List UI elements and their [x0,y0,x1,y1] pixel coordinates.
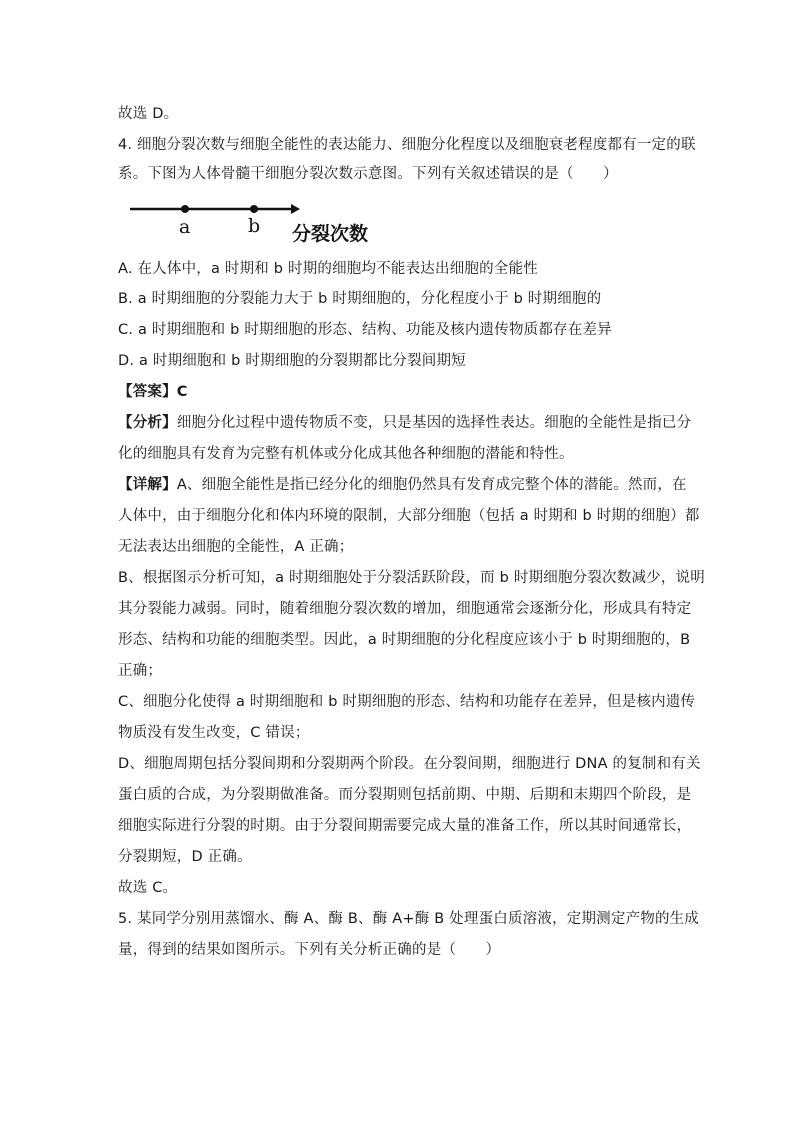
point-b-label: b [248,215,261,237]
axis-title: 分裂次数 [292,223,369,245]
answer-line: 【答案】C [118,384,188,400]
detail-line-1 [118,475,687,495]
detail-text-1: A、细胞全能性是指已经分化的细胞仍然具有发育成完整个体的潜能。然而，在 [176,477,687,493]
analysis-line-2: 化的细胞具有发育为完整有机体或分化成其他各种细胞的潜能和特性。 [118,446,574,462]
option-a: A. 在人体中，a 时期和 b 时期的细胞均不能表达出细胞的全能性 [118,261,538,277]
question-4-stem-line-1: 4. 细胞分裂次数与细胞全能性的表达能力、细胞分化程度以及细胞衰老程度都有一定的联 [118,137,696,153]
detail-line-10: D、细胞周期包括分裂间期和分裂期两个阶段。在分裂间期，细胞进行 DNA 的复制和有关 [118,756,701,772]
detail-line-6: 形态、结构和功能的细胞类型。因此，a 时期细胞的分化程度应该小于 b 时期细胞的，B [118,632,691,648]
detail-line-11: 蛋白质的合成，为分裂期做准备。而分裂期则包括前期、中期、后期和末期四个阶段，是 [118,787,692,803]
option-b: B. a 时期细胞的分裂能力大于 b 时期细胞的，分化程度小于 b 时期细胞的 [118,291,602,307]
detail-line-2: 人体中，由于细胞分化和体内环境的限制，大部分细胞（包括 a 时期和 b 时期的细胞）都 [118,508,700,524]
detail-line-4: B、根据图示分析可知，a 时期细胞处于分裂活跃阶段，而 b 时期细胞分裂次数减少，说明 [118,570,705,586]
point-a-label: a [179,216,191,238]
detail-line-12: 细胞实际进行分裂的时期。由于分裂间期需要完成大量的准备工作，所以其时间通常长， [118,818,692,834]
analysis-line-1 [118,413,691,433]
point-b-marker [250,205,258,213]
previous-answer-line: 故选 D。 [118,106,179,122]
detail-line-5: 其分裂能力减弱。同时，随着细胞分裂次数的增加，细胞通常会逐渐分化，形成具有特定 [118,601,692,617]
detail-line-13: 分裂期短，D 正确。 [118,849,252,865]
question-5-stem-line-1: 5. 某同学分别用蒸馏水、酶 A、酶 B、酶 A+酶 B 处理蛋白质溶液，定期测定产物的生成 [118,911,700,927]
option-c: C. a 时期细胞和 b 时期细胞的形态、结构、功能及核内遗传物质都存在差异 [118,322,612,338]
analysis-text-1: 细胞分化过程中遗传物质不变，只是基因的选择性表达。细胞的全能性是指已分 [176,415,692,431]
point-a-marker [181,205,189,213]
cell-division-figure [128,196,398,252]
detail-line-8: C、细胞分化使得 a 时期细胞和 b 时期细胞的形态、结构和功能存在差异，但是核内遗传 [118,694,696,710]
axis-arrowhead [291,204,300,214]
detail-label: 【详解】 [118,477,177,493]
detail-line-9: 物质没有发生改变，C 错误； [118,725,310,741]
question-5-stem-line-2: 量，得到的结果如图所示。下列有关分析正确的是（ ） [118,942,501,958]
final-answer-line: 故选 C。 [118,880,178,896]
question-4-stem-line-2: 系。下图为人体骨髓干细胞分裂次数示意图。下列有关叙述错误的是（ ） [118,166,618,182]
detail-line-3: 无法表达出细胞的全能性，A 正确； [118,539,354,555]
analysis-label: 【分析】 [118,415,177,431]
detail-line-7: 正确； [118,663,163,679]
option-d: D. a 时期细胞和 b 时期细胞的分裂期都比分裂间期短 [118,353,466,369]
